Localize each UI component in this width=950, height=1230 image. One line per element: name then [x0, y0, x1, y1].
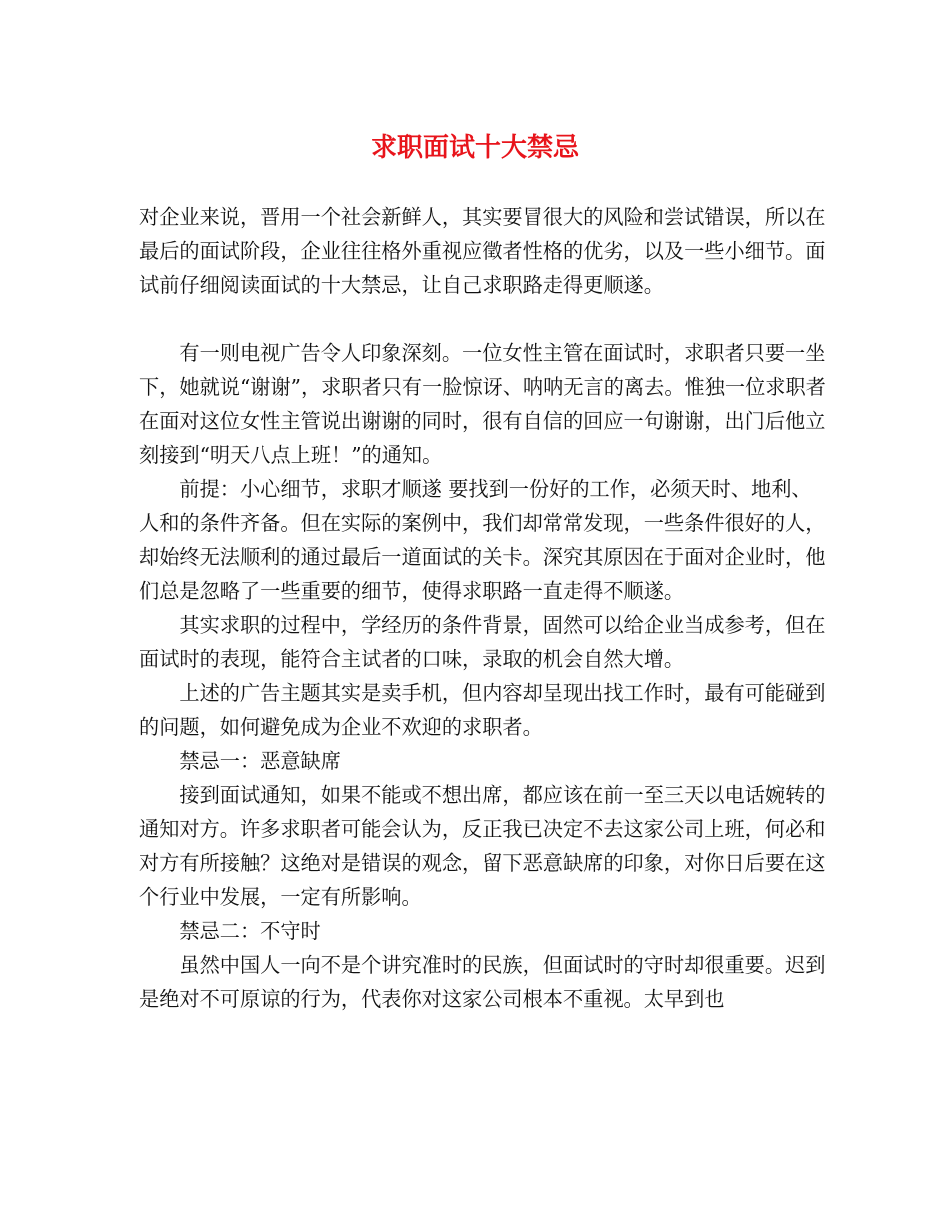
ad-theme-paragraph: 上述的广告主题其实是卖手机，但内容却呈现出找工作时，最有可能碰到的问题，如何避免成为企业不欢迎的求职者。 [139, 681, 826, 739]
taboo-two-paragraph: 虽然中国人一向不是个讲究准时的民族，但面试时的守时却很重要。迟到是绝对不可原谅的行为，代表你对这家公司根本不重视。太早到也 [139, 953, 826, 1011]
ad-story-paragraph: 有一则电视广告令人印象深刻。一位女性主管在面试时，求职者只要一坐下，她就说“谢谢”，求职者只有一脸惊讶、呐呐无言的离去。惟独一位求职者在面对这位女性主管说出谢谢的同时，很有自信的回应一句谢谢，出门后他立刻接到“明天八点上班！”的通知。 [139, 341, 826, 467]
document-body [139, 200, 829, 1016]
premise-paragraph: 前提：小心细节，求职才顺遂 要找到一份好的工作，必须天时、地利、人和的条件齐备。但在实际的案例中，我们却常常发现，一些条件很好的人，却始终无法顺利的通过最后一道面试的关卡。深究其原因在于面对企业时，他们总是忽略了一些重要的细节，使得求职路一直走得不顺遂。 [139, 477, 826, 603]
taboo-two-heading: 禁忌二：不守时 [179, 919, 321, 943]
intro-paragraph: 对企业来说，晋用一个社会新鲜人，其实要冒很大的风险和尝试错误，所以在最后的面试阶段，企业往往格外重视应徵者性格的优劣，以及一些小细节。面试前仔细阅读面试的十大禁忌，让自己求职路走得更顺遂。 [139, 205, 826, 297]
background-paragraph: 其实求职的过程中，学经历的条件背景，固然可以给企业当成参考，但在面试时的表现，能符合主试者的口味，录取的机会自然大增。 [139, 613, 826, 671]
taboo-one-paragraph: 接到面试通知，如果不能或不想出席，都应该在前一至三天以电话婉转的通知对方。许多求职者可能会认为，反正我已决定不去这家公司上班，何必和对方有所接触？这绝对是错误的观念，留下恶意缺席的印象，对你日后要在这个行业中发展，一定有所影响。 [139, 783, 826, 909]
taboo-one-heading: 禁忌一：恶意缺席 [179, 749, 341, 773]
document-title: 求职面试十大禁忌 [370, 133, 579, 163]
